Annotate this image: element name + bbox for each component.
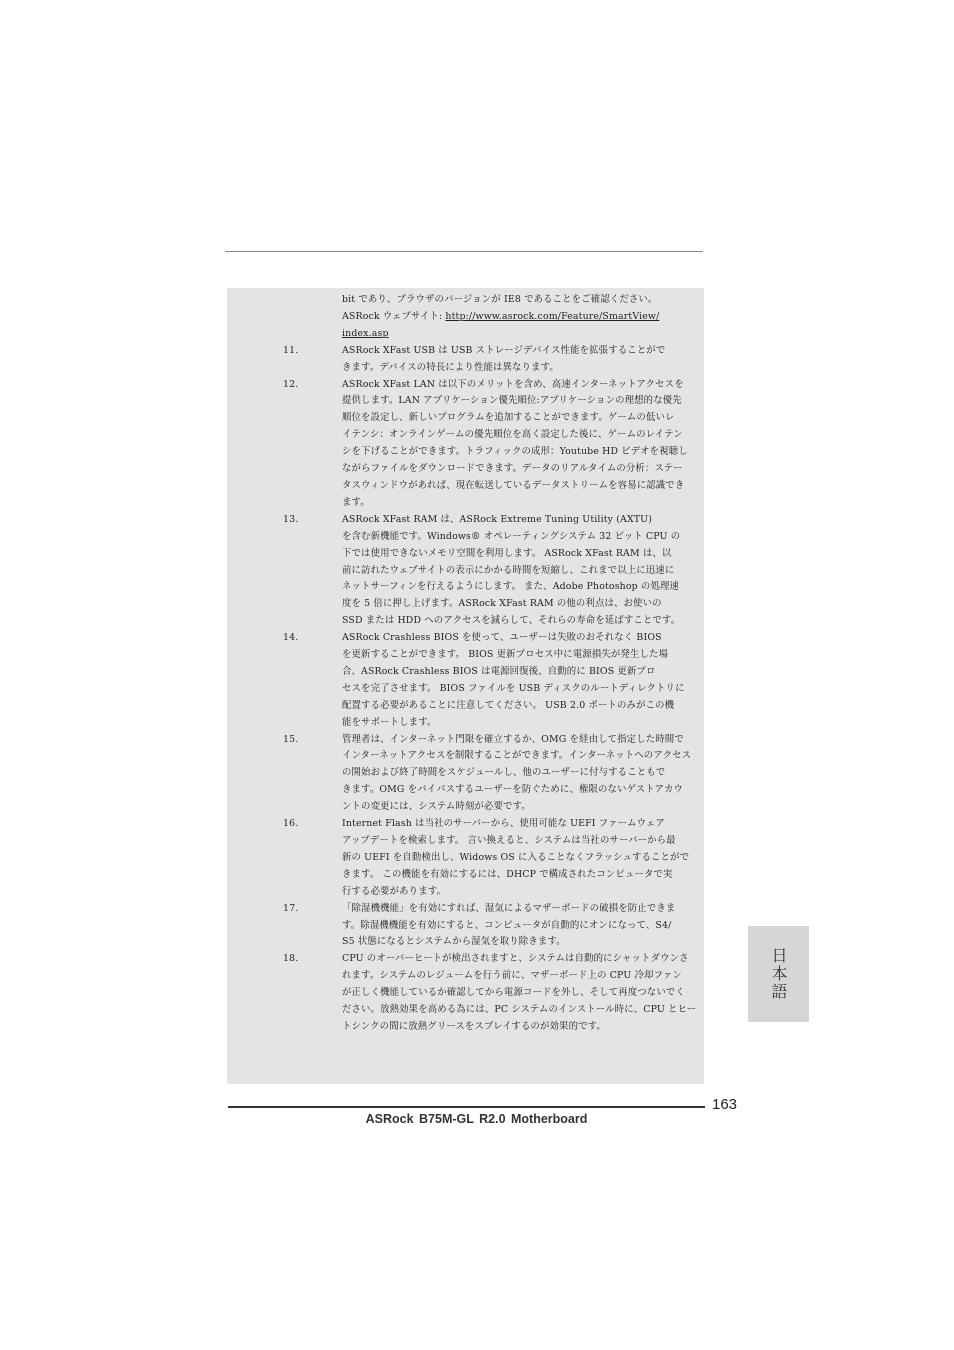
item-text-line: れます。システムのレジュームを行う前に、マザーボード上の CPU 冷却ファン (342, 970, 682, 982)
item-number: 15. (283, 733, 299, 745)
item-number: 18. (283, 953, 299, 965)
website-link-continued[interactable]: index.asp (342, 327, 389, 339)
intro-block (283, 292, 704, 343)
item-text-line: 「除湿機機能」を有効にすれば、湿気によるマザーボードの破損を防止できま (342, 902, 676, 914)
item-text-line: きます。 この機能を有効にするには、DHCP で構成されたコンピュータで実 (342, 868, 673, 880)
item-text-line: ネットサーフィンを行えるようにします。 また、Adobe Photoshop の処理速 (342, 581, 680, 593)
item-text-line: 合、ASRock Crashless BIOS は電源回復後、自動的に BIOS 更新プロ (342, 665, 656, 677)
item-text-line: 提供します。LAN アプリケーション優先順位:アプリケーションの理想的な優先 (342, 395, 682, 407)
website-line (342, 309, 704, 326)
item-text-line: CPU のオーバーヒートが検出されますと、システムは自動的にシャットダウンさ (342, 953, 689, 965)
item-text-line: が正しく機能しているか確認してから電源コードを外し、そして再度つないでく (342, 987, 685, 999)
item-list (283, 343, 704, 1036)
item-text-line: 前に訪れたウェブサイトの表示にかかる時間を短縮し、これまで以上に迅速に (342, 564, 675, 576)
website-label: ASRock ウェブサイト: (342, 310, 446, 322)
item-number: 11. (283, 344, 299, 356)
item-number: 14. (283, 632, 299, 644)
top-rule (225, 251, 703, 252)
item-text-line: きます。OMG をバイパスするユーザーを防ぐために、権限のないゲストアカウ (342, 784, 683, 796)
item-text-line: ントの変更には、システム時刻が必要です。 (342, 801, 531, 813)
item-text-line: タスウィンドウがあれば、現在転送しているデータストリームを容易に認識でき (342, 479, 685, 491)
item-text-line: 新の UEFI を自動検出し、Widows OS に入ることなくフラッシュすることがで (342, 851, 690, 863)
list-item (283, 630, 704, 731)
item-text-line: トシンクの間に放熱グリースをスプレイするのが効果的です。 (342, 1020, 606, 1032)
item-text-line: 能をサポートします。 (342, 716, 437, 728)
item-text-line: シを下げることができます。トラフィックの成形：Youtube HD ビデオを視聴し (342, 446, 688, 458)
list-item (283, 732, 704, 817)
item-text-line: Internet Flash は当社のサーバーから、使用可能な UEFI ファームウェア (342, 818, 665, 830)
item-number: 12. (283, 378, 299, 390)
item-text-line: ASRock XFast LAN は以下のメリットを含め、高速インターネットアクセスを (342, 378, 684, 390)
bottom-rule (228, 1106, 705, 1108)
item-text-line: ます。 (342, 496, 370, 508)
language-tab (748, 926, 809, 1022)
page-number: 163 (712, 1096, 738, 1113)
item-text-line: 管理者は、インターネット門限を確立するか、OMG を経由して指定した時間で (342, 733, 684, 745)
item-text-line: ASRock Crashless BIOS を使って、ユーザーは失敗のおそれなく BIOS (342, 632, 662, 644)
item-text-line: きます。デバイスの特長により性能は異なります。 (342, 361, 559, 373)
intro-line: bit であり、ブラウザのバージョンが IE8 であることをご確認ください。 (342, 294, 658, 305)
item-number: 13. (283, 513, 299, 525)
item-text-line: 度を 5 倍に押し上げます。ASRock XFast RAM の他の利点は、お使いの (342, 598, 662, 610)
item-text-line: を更新することができます。 BIOS 更新プロセス中に電源損失が発生した場 (342, 649, 669, 661)
item-text-line: す。除湿機機能を有効にすると、コンピュータが自動的にオンになって、S4/ (342, 919, 672, 931)
item-text-line: 下では使用できないメモリ空間を利用します。 ASRock XFast RAM は、以 (342, 547, 672, 559)
item-text-line: ながらファイルをダウンロードできます。データのリアルタイムの分析：ステー (342, 463, 683, 475)
item-text-line: イテンシ：オンラインゲームの優先順位を高く設定した後に、ゲームのレイテン (342, 429, 683, 441)
item-number: 17. (283, 902, 299, 914)
item-text-line: ASRock XFast RAM は、ASRock Extreme Tuning Utility (AXTU) (342, 513, 653, 525)
item-text-line: ださい。放熱効果を高める為には、PC システムのインストール時に、CPU とヒー (342, 1004, 697, 1016)
item-text-line: を含む新機能です。Windows® オペレーティングシステム 32 ビット CPU の (342, 530, 681, 542)
item-text-line: SSD または HDD へのアクセスを減らして、それらの寿命を延ばすことです。 (342, 615, 681, 627)
item-text-line: S5 状態になるとシステムから湿気を取り除きます。 (342, 936, 566, 948)
item-text-line: インターネットアクセスを制限することができます。インターネットへのアクセス (342, 750, 692, 762)
footer-title: ASRock B75M-GL R2.0 Motherboard (365, 1112, 588, 1126)
website-link[interactable]: http://www.asrock.com/Feature/SmartView/ (445, 310, 660, 322)
item-text-line: セスを完了させます。 BIOS ファイルを USB ディスクのルートディレクトリに (342, 682, 685, 694)
item-text-line: の開始および終了時間をスケジュールし、他のユーザーに付与することもで (342, 767, 666, 779)
list-item (283, 816, 704, 901)
item-text-line: ASRock XFast USB は USB ストレージデバイス性能を拡張することがで (342, 344, 666, 356)
item-text-line: 配置する必要があることに注意してください。 USB 2.0 ポートのみがこの機 (342, 699, 675, 711)
list-item (283, 512, 704, 630)
item-text-line: アップデートを検索します。 言い換えると、システムは当社のサーバーから最 (342, 835, 676, 846)
content (283, 292, 704, 1036)
list-item (283, 901, 704, 952)
item-text-line: 順位を設定し、新しいプログラムを追加することができます。ゲームの低いレ (342, 412, 675, 424)
list-item (283, 951, 704, 1036)
list-item (283, 377, 704, 512)
list-item (283, 343, 704, 377)
item-text-line: 行する必要があります。 (342, 885, 447, 897)
language-tab-label: 日本語 (769, 947, 788, 1001)
item-number: 16. (283, 818, 299, 830)
